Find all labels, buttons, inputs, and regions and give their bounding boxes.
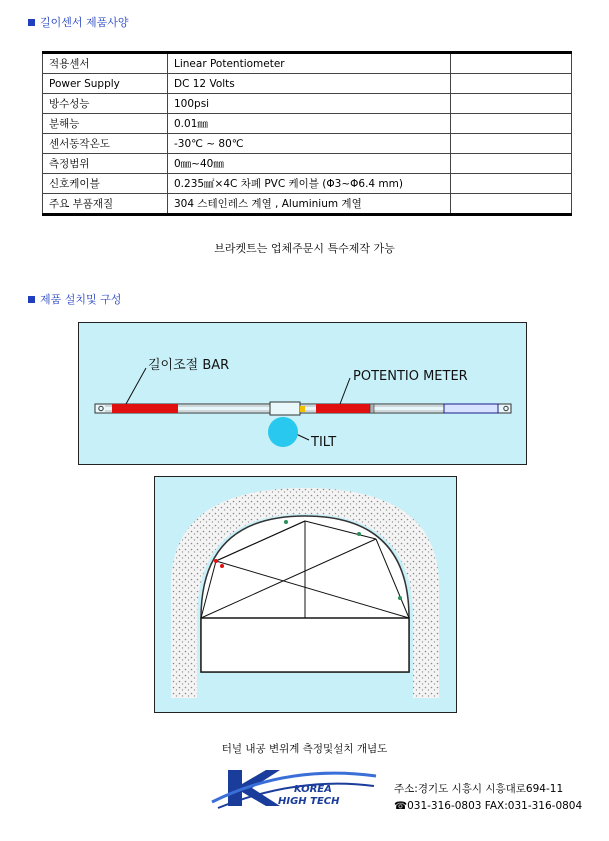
section-title-install	[28, 291, 121, 307]
spec-row	[43, 194, 572, 215]
tunnel-diagram	[154, 476, 457, 713]
spec-extra	[451, 53, 572, 74]
square-bullet-icon	[28, 296, 35, 303]
adjust-bar-red	[112, 404, 178, 413]
figure-caption: 터널 내공 변위계 측정및설치 개념도	[221, 743, 388, 755]
address-text: 주소:경기도 시흥시 시흥대로694-11	[394, 783, 564, 795]
spec-value: 0.235㎟×4C 차폐 PVC 케이블 (Φ3~Φ6.4 mm)	[168, 174, 451, 194]
logo-text-2: HIGH TECH	[278, 796, 340, 807]
spec-value: -30℃ ~ 80℃	[168, 134, 451, 154]
meter-end	[444, 404, 498, 413]
spec-value: DC 12 Volts	[168, 74, 451, 94]
spec-key: 분해능	[43, 114, 168, 134]
label-tilt: TILT	[311, 435, 337, 450]
spec-key: 적용센서	[43, 53, 168, 74]
spec-key: 측정범위	[43, 154, 168, 174]
spec-row	[43, 154, 572, 174]
spec-row	[43, 74, 572, 94]
spec-extra	[451, 154, 572, 174]
spec-extra	[451, 174, 572, 194]
spec-table	[42, 51, 572, 216]
spec-extra	[451, 134, 572, 154]
section-title-text: 길이센서 제품사양	[40, 16, 129, 29]
spec-row	[43, 174, 572, 194]
spec-key: 주요 부품재질	[43, 194, 168, 215]
label-bar: 길이조절 BAR	[148, 358, 230, 373]
spec-row	[43, 114, 572, 134]
spec-extra	[451, 194, 572, 215]
label-meter: POTENTIO METER	[353, 369, 468, 384]
spec-row	[43, 134, 572, 154]
section-title-spec	[28, 14, 129, 30]
spec-key: 방수성능	[43, 94, 168, 114]
bracket-note: 브라켓트는 업체주문시 특수제작 가능	[214, 242, 395, 255]
spec-extra	[451, 74, 572, 94]
tilt-sensor	[268, 417, 298, 447]
spec-extra	[451, 114, 572, 134]
company-logo	[208, 762, 380, 814]
coupler	[270, 402, 300, 415]
spec-key: Power Supply	[43, 74, 168, 94]
spec-extra	[451, 94, 572, 114]
spec-key: 센서동작온도	[43, 134, 168, 154]
sensor-diagram	[78, 322, 527, 465]
spec-value: 304 스테인레스 계열 , Aluminium 계열	[168, 194, 451, 215]
logo-text-1: KOREA	[294, 784, 332, 795]
spec-row	[43, 94, 572, 114]
spec-value: Linear Potentiometer	[168, 53, 451, 74]
diagram-panel	[79, 323, 527, 465]
potentiometer-red	[316, 404, 370, 413]
spec-key: 신호케이블	[43, 174, 168, 194]
square-bullet-icon	[28, 19, 35, 26]
phone-fax-text: ☎031-316-0803 FAX:031-316-0804	[394, 800, 583, 812]
spec-value: 0㎜~40㎜	[168, 154, 451, 174]
spec-value: 0.01㎜	[168, 114, 451, 134]
tunnel-floor	[201, 618, 409, 672]
spec-row	[43, 53, 572, 74]
contact-info	[394, 781, 582, 815]
spec-value: 100psi	[168, 94, 451, 114]
section-title-text: 제품 설치및 구성	[40, 293, 122, 306]
connector	[300, 406, 305, 412]
